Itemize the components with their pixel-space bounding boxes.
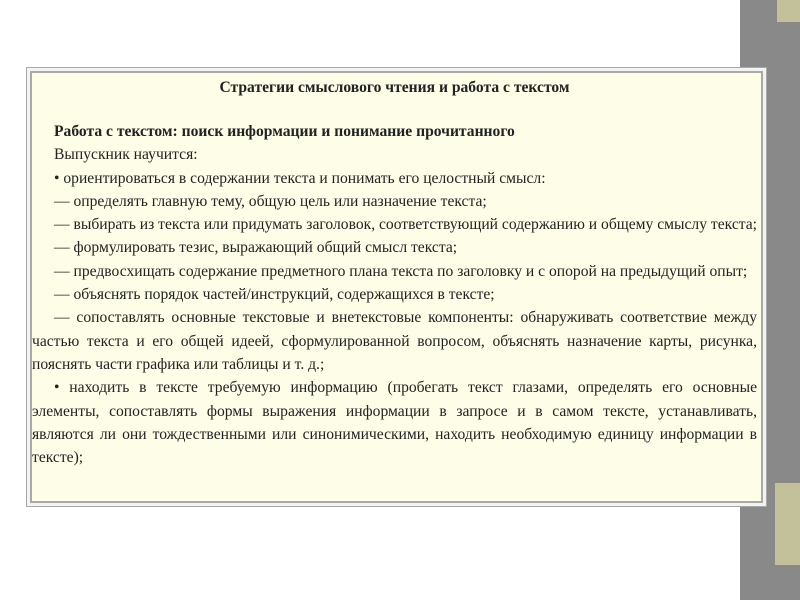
title-spacer [32, 100, 757, 120]
section-subtitle: Работа с текстом: поиск информации и понимание прочитанного [54, 123, 515, 140]
paragraph-dash-3: — формулировать тезис, выражающий общий смысл текста; [54, 239, 458, 257]
paragraph-dash-1: — определять главную тему, общую цель или назначение текста; [54, 192, 487, 210]
paragraph-dash-4: — предвосхищать содержание предметного плана текста по заголовку и с опорой на предыдущий опыт; [54, 262, 748, 280]
document-page [30, 71, 763, 503]
paragraph-dash-5: — объяснять порядок частей/инструкций, содержащихся в тексте; [54, 286, 495, 304]
accent-block-bottom [775, 483, 800, 565]
document-title: Стратегии смыслового чтения и работа с текстом [219, 79, 570, 96]
paragraph-intro: Выпускник научится: [54, 146, 198, 164]
accent-block-top [777, 0, 800, 22]
paragraph-bullet-1: • ориентироваться в содержании текста и понимать его целостный смысл: [54, 169, 546, 187]
paragraph-bullet-2: • находить в тексте требуемую информацию (пробегать текст глазами, определять его основные элементы, сопоставлять формы выражения информации в запросе и в самом тексте, устанавливать, являются ли они тождественными или синонимическими, находить необходимую единицу информации в тексте); [32, 379, 757, 467]
paragraph-dash-2: — выбирать из текста или придумать заголовок, соответствующий содержанию и общему смыслу текста; [54, 216, 758, 234]
paragraph-dash-6: — сопоставлять основные текстовые и внетекстовые компоненты: обнаруживать соответствие между частью текста и его общей идеей, сформулированной вопросом, объяснять назначение карты, рисунка, пояснять части графика или таблицы и т. д.; [32, 309, 757, 373]
